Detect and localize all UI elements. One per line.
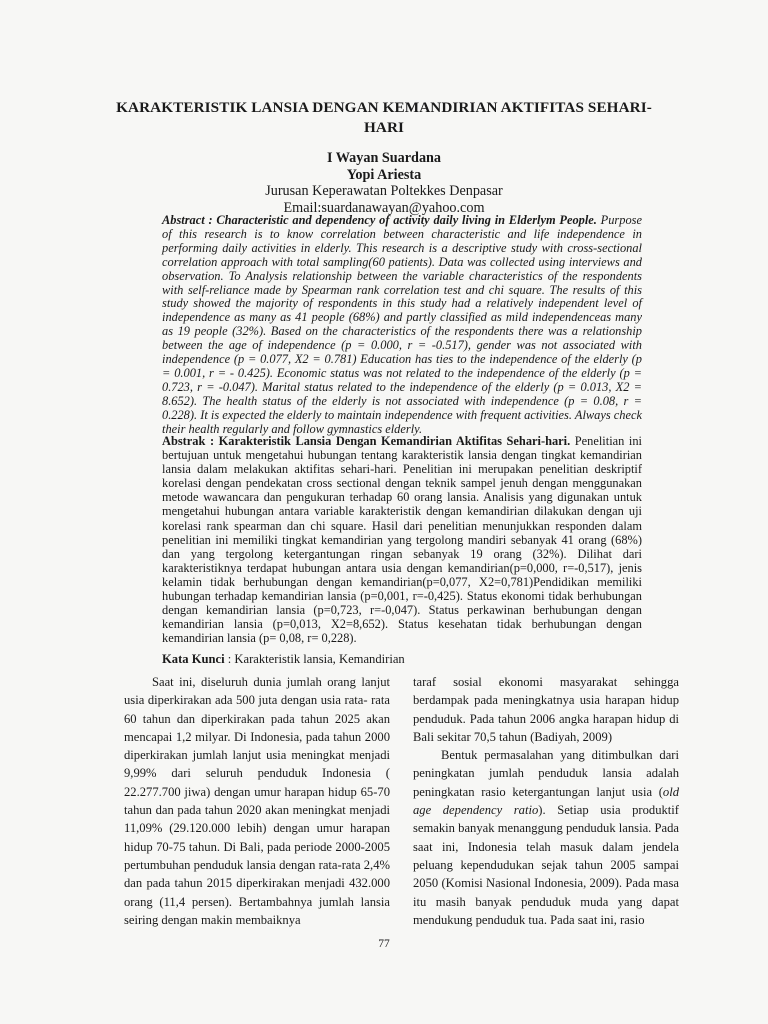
author-name-1: I Wayan Suardana <box>326 150 442 166</box>
body-text: ). Setiap usia produktif semakin banyak menanggung penduduk lansia. Pada saat ini, Indonesia telah masuk dalam jendela peluang kependudukan sejak tahun 2005 sampai 2050 (Komisi Nasional Indonesia, 2009). Pada masa itu masih banyak penduduk muda yang dapat mendukung penduduk tua. Pada saat ini, rasio <box>413 803 679 927</box>
body-column-left <box>124 673 390 929</box>
body-paragraph <box>413 746 679 929</box>
abstract-indonesian-body: Penelitian ini bertujuan untuk mengetahui hubungan tentang karakteristik lansia dengan tingkat kemandirian lansia dalam melakukan aktifitas sehari-hari. Penelitian ini merupakan penelitian deskriptif korelasi dengan pendekatan cross sectional dengan teknik sampel jenuh dengan menggunakan metode wawancara dan pengukuran terhadap 60 orang lansia. Analisis yang digunakan untuk mengetahui hubungan antara variable karakteristik dengan kemandirian dilakukan dengan uji korelasi rank spearman dan chi square. Hasil dari penelitian menunjukkan responden dalam penelitian ini memiliki tingkat kemandirian yang tergolong mandiri sebanyak 41 orang (68%) dan yang tergolong ketergantungan ringan sebanyak 19 orang (32%). Dilihat dari karakteristiknya terdapat hubungan antara usia dengan kemandirian(p=0,000, r=-0,517), jenis kelamin tidak berhubungan dengan kemandirian(p=0,077, X2=0,781)Pendidikan memiliki hubungan terhadap kemandirian lansia (p=0,001, r=-0,425). Status ekonomi tidak berhubungan dengan kemandirian lansia (p=0,723, r=-0,047). Status perkawinan berhubungan dengan kemandirian lansia (p=0,013, X2=8,652). Status kesehatan tidak berhubungan dengan kemandirian lansia (p= 0,08, r= 0,228). <box>162 434 642 646</box>
affiliation: Jurusan Keperawatan Poltekkes Denpasar <box>265 183 503 199</box>
author-block <box>150 150 618 216</box>
author-email: Email:suardanawayan@yahoo.com <box>283 199 485 216</box>
abstract-english-lead: Abstract : Characteristic and dependency of activity daily living in Elderlym People. <box>162 213 597 227</box>
body-text: Bentuk permasalahan yang ditimbulkan dari peningkatan jumlah penduduk lansia adalah peningkatan rasio ketergantungan lanjut usia ( <box>413 748 679 799</box>
paper-title: KARAKTERISTIK LANSIA DENGAN KEMANDIRIAN AKTIFITAS SEHARI-HARI <box>116 99 652 136</box>
keywords-text: : Karakteristik lansia, Kemandirian <box>224 652 405 666</box>
author-name-2: Yopi Ariesta <box>346 166 422 183</box>
abstract-indonesian-lead: Abstrak : Karakteristik Lansia Dengan Kemandirian Aktifitas Sehari-hari. <box>162 434 571 448</box>
abstract-indonesian <box>162 434 642 645</box>
keywords-label: Kata Kunci <box>162 652 225 666</box>
abstract-english-body: Purpose of this research is to know correlation between characteristic and life independence in performing daily activities in elderly. This research is a descriptive study with cross-sectional correlation approach with total sampling(60 patients). Data was collected using interviews and observation. To Analysis relationship between the variable characteristics of the respondents with self-reliance made by Spearman rank correlation test and chi square. The results of this study showed the majority of respondents in this study had a relatively independent level of independence as many as 41 people (68%) and partly classified as mild independenceas many as 19 people (32%). Based on the characteristics of the respondents there was a relationship between the age of independence (p = 0.000, r = -0.517), gender was not associated with independence (p = 0.077, X2 = 0.781) Education has ties to the independence of the elderly (p = 0.001, r = - 0.425). Economic status was not related to the independence of the elderly (p = 0.723, r = -0.047). Marital status related to the independence of the elderly (p = 0.013, X2 = 8.652). The health status of the elderly is not associated with independence (p = 0.08, r = 0.228). It is expected the elderly to maintain independence with frequent activities. Always check their health regularly and follow gymnastics elderly. <box>162 213 642 436</box>
body-column-right <box>413 673 679 929</box>
keywords <box>162 652 642 667</box>
page-number: 77 <box>378 938 390 950</box>
body-paragraph: taraf sosial ekonomi masyarakat sehingga berdampak pada meningkatnya usia harapan hidup penduduk. Pada tahun 2006 angka harapan hidup di Bali sekitar 70,5 tahun (Badiyah, 2009) <box>413 675 679 744</box>
abstract-english <box>162 214 642 437</box>
body-italic-term: old age dependency ratio <box>413 784 679 818</box>
body-paragraph: Saat ini, diseluruh dunia jumlah orang lanjut usia diperkirakan ada 500 juta dengan usia rata- rata 60 tahun dan diperkirakan pada tahun 2025 akan mencapai 1,2 milyar. Di Indonesia, pada tahun 2000 diperkirakan jumlah lanjut usia meningkat menjadi 9,99% dari seluruh penduduk Indonesia ( 22.277.700 jiwa) dengan umur harapan hidup 65-70 tahun dan pada tahun 2020 akan meningkat menjadi 11,09% (29.120.000 lebih) dengan umur harapan hidup 70-75 tahun. Di Bali, pada periode 2000-2005 pertumbuhan penduduk lansia dengan rata-rata 2,4% dan pada tahun 2015 diperkirakan menjadi 432.000 orang (11,4 persen). Bertambahnya jumlah lansia seiring dengan makin membaiknya <box>124 675 390 927</box>
